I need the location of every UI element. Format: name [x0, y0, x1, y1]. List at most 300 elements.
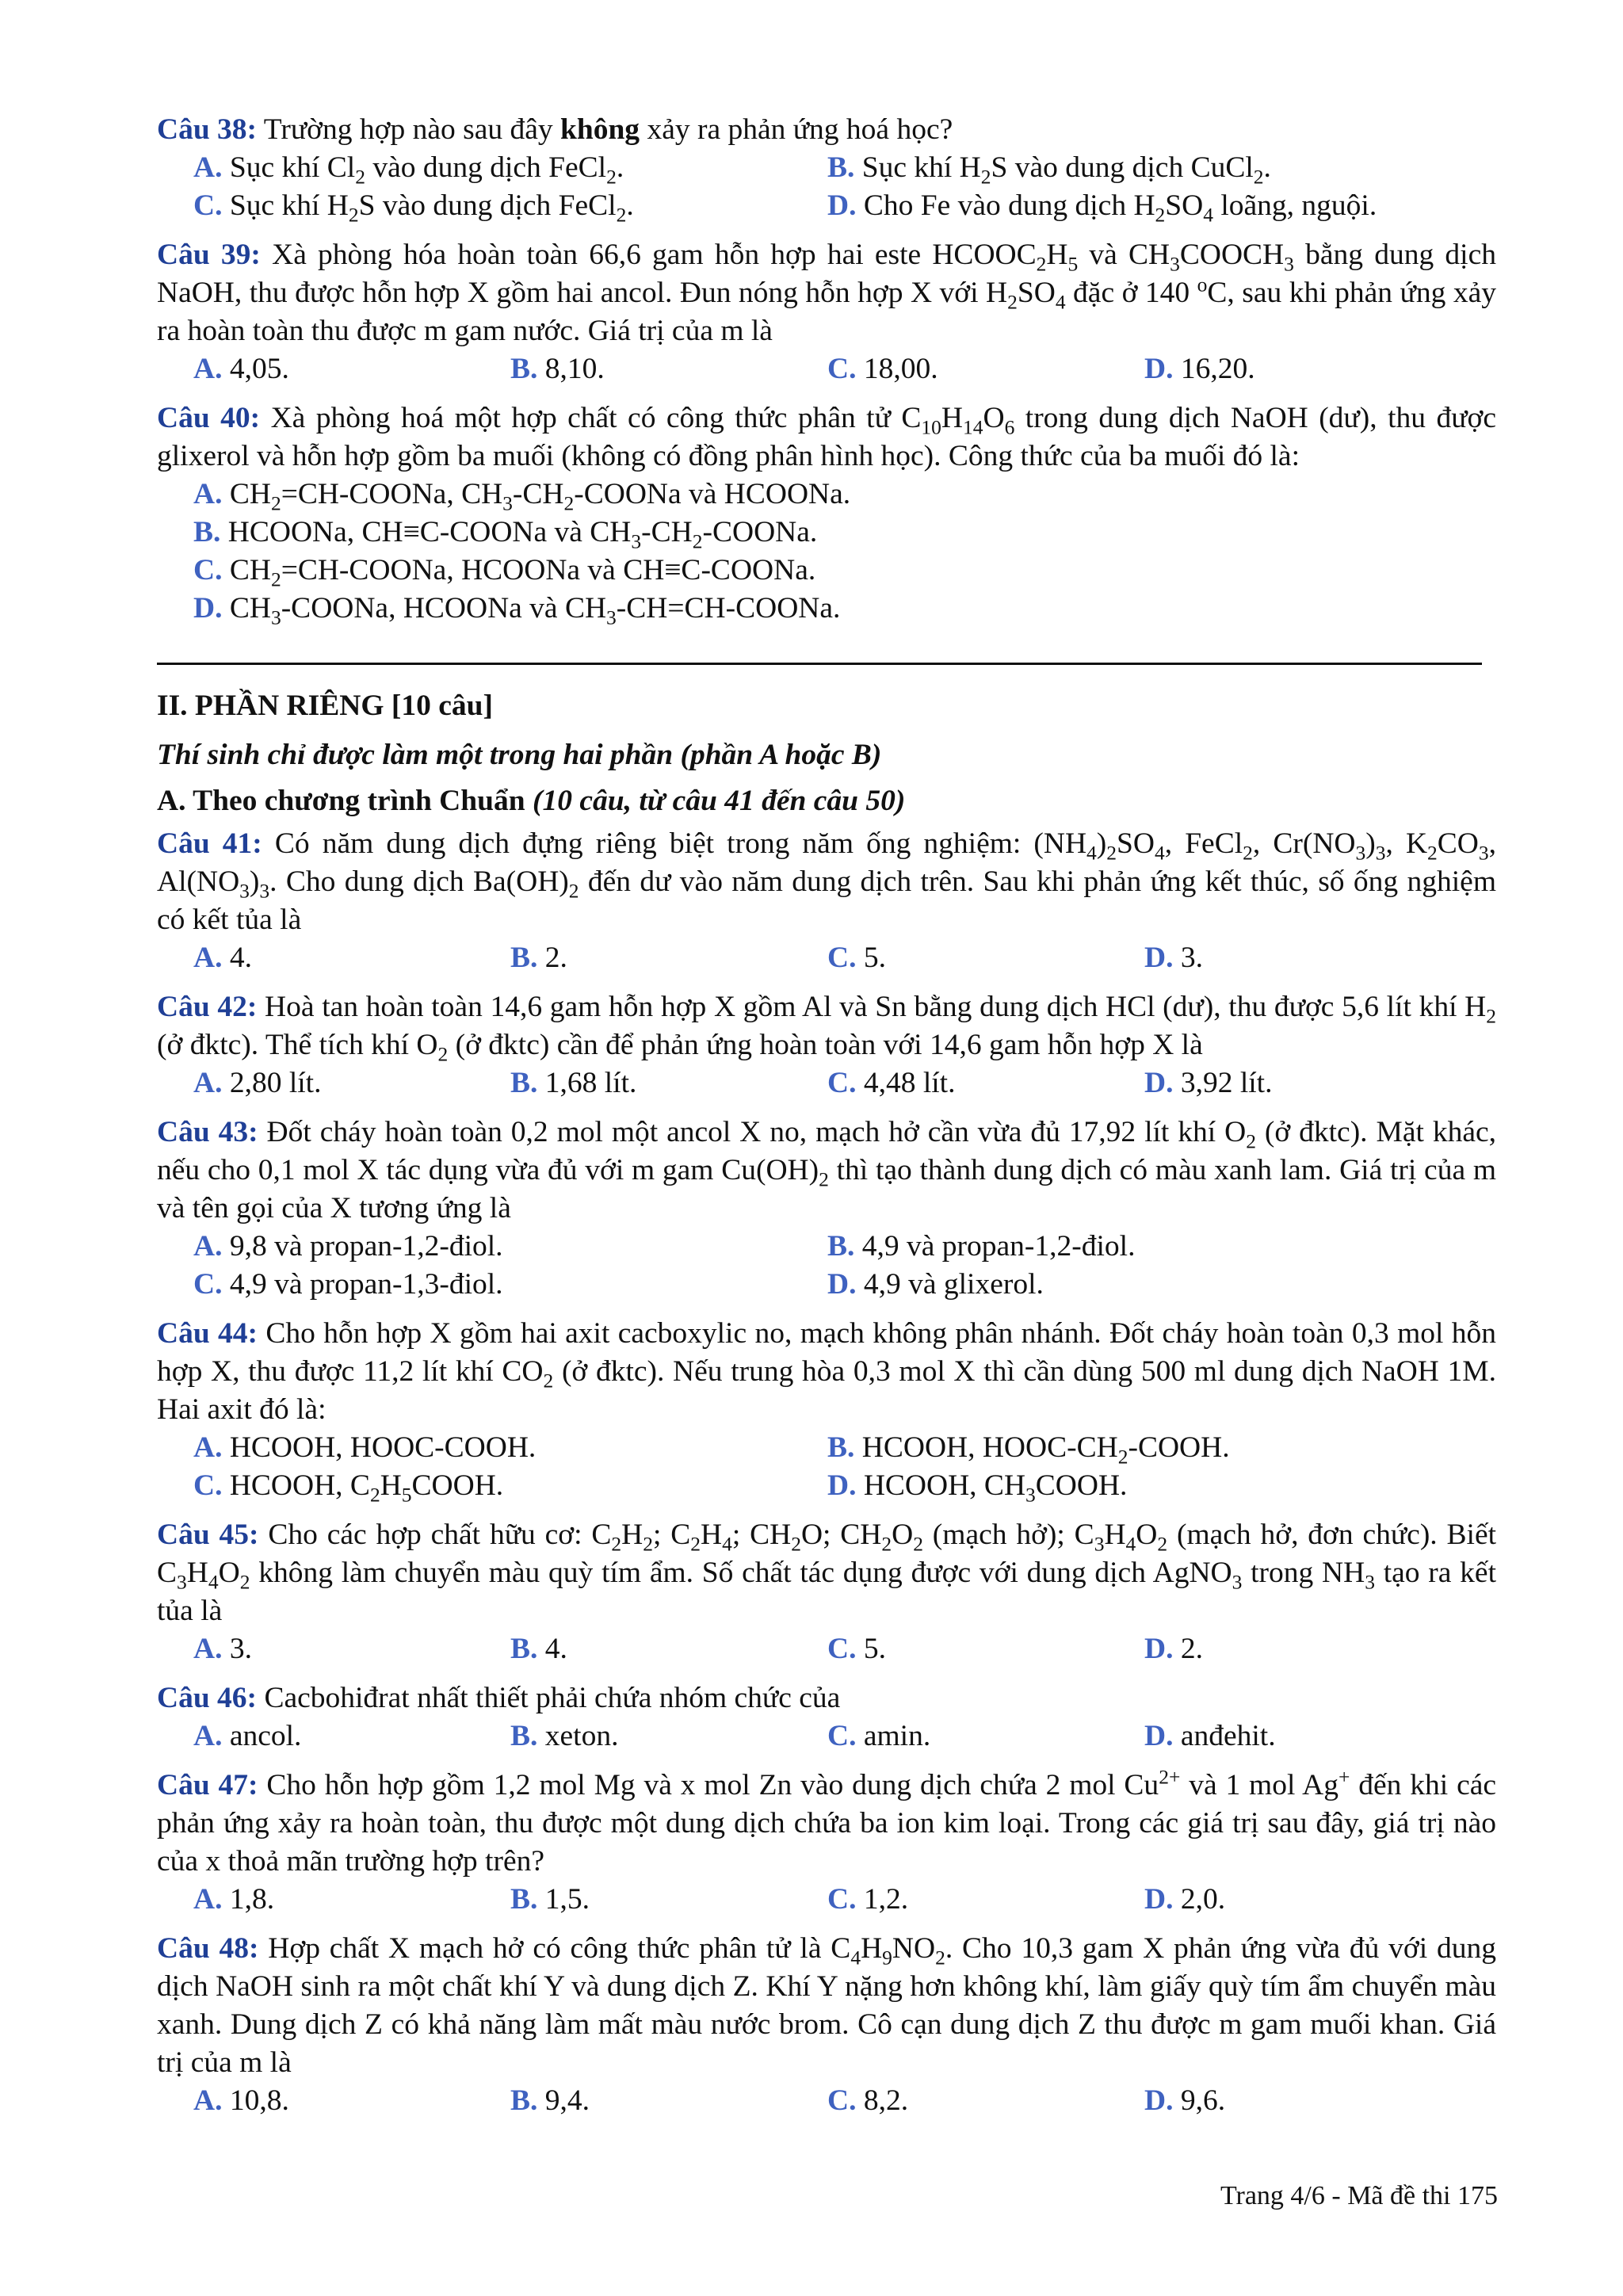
text-run: H	[186, 1557, 208, 1589]
option-label: D.	[1144, 353, 1174, 385]
text-run: loãng, nguội.	[1212, 189, 1377, 222]
answer-option-c[interactable]	[193, 1467, 827, 1505]
question-stem	[157, 236, 1496, 350]
text-run: 2	[606, 165, 617, 189]
text-run: ; CH	[731, 1519, 792, 1551]
text-run: SO	[1117, 827, 1155, 860]
text-run: 2,80 lít.	[229, 1067, 322, 1099]
question-number: Câu 40:	[157, 402, 261, 434]
text-run: anđehit.	[1180, 1720, 1276, 1752]
text-run: Đốt cháy hoàn toàn 0,2 mol một ancol X no, mạch hở cần vừa đủ 17,92 lít khí O	[266, 1116, 1247, 1148]
text-run: )	[1096, 827, 1107, 860]
answer-options	[157, 2082, 1496, 2120]
answer-option-b[interactable]	[510, 1630, 827, 1668]
option-label: A.	[193, 2084, 223, 2117]
option-label: B.	[510, 1067, 538, 1099]
option-label: A.	[193, 353, 223, 385]
text-run: 2,0.	[1180, 1883, 1226, 1916]
text-run: H	[380, 1469, 402, 1502]
text-run: (ở đktc) cần để phản ứng hoàn toàn với 14,6 gam hỗn hợp X là	[448, 1029, 1203, 1061]
text-run: , K	[1385, 827, 1428, 860]
text-run: 2	[692, 529, 703, 553]
question-number: Câu 41:	[157, 827, 262, 860]
answer-option-b[interactable]	[510, 350, 827, 388]
text-run: 4	[1203, 203, 1213, 227]
text-run: 14	[962, 415, 983, 439]
question-stem	[157, 1315, 1496, 1429]
text-run: 3.	[229, 1633, 252, 1665]
question-number: Câu 46:	[157, 1682, 258, 1714]
text-run: 3	[1355, 841, 1366, 865]
text-run: 1,68 lít.	[544, 1067, 637, 1099]
text-run: 3	[1170, 252, 1180, 276]
text-run: NO	[892, 1932, 936, 1965]
answer-option-a[interactable]	[193, 1630, 510, 1668]
answer-option-a[interactable]	[193, 1429, 827, 1467]
text-run: -CH=CH-COONa.	[616, 592, 841, 625]
text-run: 2	[616, 203, 627, 227]
question-block	[157, 988, 1496, 1102]
answer-options	[157, 1717, 1496, 1755]
text-run: 2	[1007, 290, 1018, 314]
option-label: B.	[510, 1883, 538, 1916]
text-run: 2	[1157, 1532, 1168, 1556]
text-run: -COONa.	[702, 516, 818, 548]
text-run: 2	[239, 1570, 250, 1594]
answer-option-a[interactable]	[193, 2082, 510, 2120]
question-number: Câu 48:	[157, 1932, 259, 1965]
question-stem	[157, 1516, 1496, 1630]
text-run: 2	[690, 1532, 701, 1556]
question-stem	[157, 1679, 1496, 1717]
text-run: 2.	[1180, 1633, 1203, 1665]
option-label: B.	[827, 1230, 855, 1263]
option-label: B.	[510, 942, 538, 974]
text-run: =CH-COONa, CH	[281, 478, 503, 510]
text-run: .	[626, 189, 634, 222]
question-number: Câu 39:	[157, 239, 261, 271]
question-stem	[157, 1930, 1496, 2082]
text-run: O	[1136, 1519, 1158, 1551]
text-run: COOH.	[1035, 1469, 1128, 1502]
text-run: ancol.	[229, 1720, 302, 1752]
text-run: .	[1263, 151, 1271, 184]
answer-options	[157, 1881, 1496, 1919]
text-run: (mạch hở, đơn chức). Biết C	[157, 1519, 1497, 1589]
question-number: Câu 44:	[157, 1317, 258, 1350]
text-run: 3	[1025, 1483, 1036, 1507]
text-run: -COONa và HCOONa.	[574, 478, 851, 510]
answer-option-b[interactable]	[510, 2082, 827, 2120]
text-run: 3	[1375, 841, 1386, 865]
text-run: S vào dung dịch CuCl	[991, 151, 1254, 184]
text-run: 4,48 lít.	[863, 1067, 956, 1099]
text-run: 1,8.	[229, 1883, 275, 1916]
text-run: H	[1104, 1519, 1126, 1551]
answer-option-d[interactable]	[193, 590, 1496, 628]
option-label: C.	[827, 1633, 857, 1665]
text-run: 3,92 lít.	[1180, 1067, 1273, 1099]
text-run: Cho hỗn hợp gồm 1,2 mol Mg và x mol Zn vào dung dịch chứa 2 mol Cu	[266, 1769, 1159, 1801]
text-run: HCOOH, CH	[863, 1469, 1026, 1502]
option-label: B.	[510, 2084, 538, 2117]
text-run: 2	[643, 1532, 653, 1556]
text-run: HCOONa, CH≡C-COONa và CH	[227, 516, 632, 548]
text-run: 2	[1243, 841, 1253, 865]
text-run: không làm chuyển màu quỳ tím ẩm. Số chất tác dụng được với dung dịch AgNO	[250, 1557, 1232, 1589]
text-run: 10,8.	[229, 2084, 289, 2117]
question-stem	[157, 1114, 1496, 1228]
text-run: H	[621, 1519, 643, 1551]
option-label: A.	[193, 1883, 223, 1916]
text-run: Cacbohiđrat nhất thiết phải chứa nhóm chức của	[264, 1682, 841, 1714]
text-run: xeton.	[544, 1720, 619, 1752]
text-run: 4	[1055, 290, 1066, 314]
answer-option-d[interactable]	[827, 1266, 1461, 1304]
text-run: O; CH	[800, 1519, 882, 1551]
text-run: 2	[1253, 165, 1264, 189]
answer-option-d[interactable]	[1144, 2082, 1461, 2120]
text-run: Có năm dung dịch đựng riêng biệt trong năm ống nghiệm: (NH	[274, 827, 1087, 860]
text-run: 2	[1246, 1129, 1256, 1153]
option-label: D.	[1144, 942, 1174, 974]
option-label: C.	[827, 1067, 857, 1099]
exam-page	[157, 111, 1496, 2120]
text-run: O	[892, 1519, 914, 1551]
question-block	[157, 1930, 1496, 2120]
text-run: 3	[239, 879, 250, 903]
text-run: đến dư vào năm dung dịch trên. Sau khi phản ứng kết thúc, số ống nghiệm có kết tủa là	[157, 865, 1496, 936]
text-run: Cho các hợp chất hữu cơ: C	[268, 1519, 612, 1551]
option-label: D.	[827, 189, 857, 222]
text-run: 2	[980, 165, 991, 189]
text-run: 2	[913, 1532, 923, 1556]
option-label: C.	[193, 1268, 223, 1301]
question-block	[157, 1114, 1496, 1304]
text-run: 18,00.	[863, 353, 938, 385]
option-label: D.	[1144, 2084, 1174, 2117]
text-run: 2+	[1159, 1765, 1181, 1789]
answer-option-d[interactable]	[827, 187, 1461, 225]
text-run: 4.	[544, 1633, 567, 1665]
text-run: 3.	[1180, 942, 1203, 974]
text-run: không	[559, 113, 640, 146]
text-run: 8,10.	[544, 353, 605, 385]
subsection-title-main: A. Theo chương trình Chuẩn	[157, 785, 533, 817]
text-run: 5	[401, 1483, 412, 1507]
text-run: Xà phòng hóa hoàn toàn 66,6 gam hỗn hợp hai este HCOOC	[272, 239, 1037, 271]
text-run: , Al(NO	[157, 827, 1496, 898]
text-run: .	[616, 151, 624, 184]
text-run: 5.	[863, 942, 886, 974]
text-run: 2	[935, 1946, 945, 1969]
answer-options	[157, 350, 1496, 388]
text-run: 2	[437, 1042, 449, 1066]
text-run: 4.	[229, 942, 252, 974]
answer-option-c[interactable]	[827, 1717, 1144, 1755]
option-label: D.	[1144, 1633, 1174, 1665]
answer-options	[157, 1630, 1496, 1668]
text-run: 4	[1154, 841, 1165, 865]
text-run: 4	[1086, 841, 1097, 865]
text-run: 3	[270, 606, 281, 629]
answer-option-b[interactable]	[510, 1717, 827, 1755]
questions-bottom	[157, 825, 1496, 2120]
text-run: 2	[611, 1532, 622, 1556]
answer-option-b[interactable]	[510, 1064, 827, 1102]
answer-option-a[interactable]	[193, 939, 510, 977]
text-run: H	[941, 402, 963, 434]
answer-option-b[interactable]	[827, 149, 1461, 187]
text-run: 2	[270, 567, 281, 591]
text-run: 4	[208, 1570, 219, 1594]
text-run: 1,5.	[544, 1883, 590, 1916]
section-title: II. PHẦN RIÊNG [10 câu]	[157, 690, 493, 722]
option-label: D.	[1144, 1067, 1174, 1099]
answer-option-c[interactable]	[193, 187, 827, 225]
question-stem	[157, 825, 1496, 939]
text-run: 2	[1117, 1445, 1128, 1469]
text-run: 4,05.	[229, 353, 289, 385]
text-run: CH	[229, 554, 271, 586]
answer-option-a[interactable]	[193, 1228, 827, 1266]
text-run: 3	[1478, 841, 1489, 865]
text-run: trong dung dịch NaOH (dư), thu được glixerol và hỗn hợp gồm ba muối (không có đồng phân hình học). Công thức của ba muối đó là:	[157, 402, 1496, 472]
text-run: C, sau khi phản ứng xảy ra hoàn toàn thu được m gam nước. Giá trị của m là	[157, 277, 1496, 347]
text-run: CH	[229, 478, 271, 510]
answer-option-d[interactable]	[1144, 1630, 1461, 1668]
answer-option-c[interactable]	[827, 1881, 1144, 1919]
text-run: H	[700, 1519, 723, 1551]
question-stem	[157, 111, 1496, 149]
answer-option-c[interactable]	[193, 552, 1496, 590]
text-run: 4	[722, 1532, 732, 1556]
text-run: 6	[1004, 415, 1015, 439]
text-run: 16,20.	[1180, 353, 1255, 385]
answer-option-c[interactable]	[827, 939, 1144, 977]
text-run: Sục khí Cl	[229, 151, 356, 184]
section-divider	[157, 663, 1482, 665]
text-run: 3	[502, 491, 513, 515]
text-run: xảy ra phản ứng hoá học?	[640, 113, 953, 146]
option-label: B.	[510, 353, 538, 385]
answer-option-b[interactable]	[827, 1228, 1461, 1266]
question-block	[157, 825, 1496, 977]
text-run: 2	[791, 1532, 801, 1556]
question-block	[157, 399, 1496, 628]
answer-option-a[interactable]	[193, 476, 1496, 514]
text-run: =CH-COONa, HCOONa và CH≡C-COONa.	[281, 554, 816, 586]
text-run: (mạch hở); C	[922, 1519, 1094, 1551]
text-run: -CH	[641, 516, 693, 548]
text-run: thì tạo thành dung dịch có màu xanh lam. Giá trị của m và tên gọi của X tương ứng là	[157, 1154, 1497, 1224]
text-run: 2	[1427, 841, 1438, 865]
text-run: 2	[355, 165, 365, 189]
answer-option-b[interactable]	[827, 1429, 1461, 1467]
text-run: HCOOH, HOOC-COOH.	[229, 1431, 537, 1464]
option-label: C.	[827, 353, 857, 385]
question-number: Câu 43:	[157, 1116, 258, 1148]
option-label: C.	[193, 554, 223, 586]
text-run: O	[218, 1557, 240, 1589]
text-run: 3	[1094, 1532, 1105, 1556]
text-run: 2	[1106, 841, 1117, 865]
text-run: SO	[1017, 277, 1056, 309]
question-number: Câu 47:	[157, 1769, 258, 1801]
text-run: 2.	[544, 942, 567, 974]
question-block	[157, 1767, 1496, 1919]
text-run: amin.	[863, 1720, 931, 1752]
question-stem	[157, 988, 1496, 1064]
text-run: O	[983, 402, 1005, 434]
answer-options	[157, 1429, 1496, 1505]
answer-option-c[interactable]	[193, 1266, 827, 1304]
question-block	[157, 1315, 1496, 1505]
option-label: A.	[193, 1431, 223, 1464]
question-stem	[157, 1767, 1496, 1881]
answer-option-c[interactable]	[827, 350, 1144, 388]
text-run: đặc ở 140	[1065, 277, 1197, 309]
question-block	[157, 1516, 1496, 1668]
answer-option-a[interactable]	[193, 1064, 510, 1102]
text-run: 2	[1155, 203, 1166, 227]
text-run: o	[1197, 273, 1208, 296]
text-run: )	[249, 865, 260, 898]
option-label: A.	[193, 1720, 223, 1752]
text-run: SO	[1165, 189, 1204, 222]
text-run: HCOOH, C	[229, 1469, 370, 1502]
text-run: 8,2.	[863, 2084, 909, 2117]
text-run: 2	[270, 491, 281, 515]
text-run: Cho hỗn hợp X gồm hai axit cacboxylic no, mạch không phân nhánh. Đốt cháy hoàn toàn 0,3 mol hỗn hợp X, thu được 11,2 lít khí CO	[157, 1317, 1496, 1388]
option-label: D.	[827, 1268, 857, 1301]
text-run: trong NH	[1242, 1557, 1365, 1589]
text-run: +	[1338, 1765, 1350, 1789]
answer-option-b[interactable]	[193, 514, 1496, 552]
text-run: Hợp chất X mạch hở có công thức phân tử là C	[268, 1932, 851, 1965]
text-run: Trường hợp nào sau đây	[263, 113, 560, 146]
answer-option-a[interactable]	[193, 149, 827, 187]
text-run: 4	[850, 1946, 861, 1969]
text-run: 2	[568, 879, 579, 903]
text-run: H	[861, 1932, 883, 1965]
answer-option-b[interactable]	[510, 1881, 827, 1919]
answer-option-d[interactable]	[1144, 350, 1461, 388]
text-run: 2	[1036, 252, 1047, 276]
option-label: A.	[193, 942, 223, 974]
text-run: và CH	[1078, 239, 1170, 271]
text-run: -COOH.	[1128, 1431, 1230, 1464]
text-run: 2	[563, 491, 575, 515]
text-run: 2	[369, 1483, 380, 1507]
text-run: 2	[819, 1167, 829, 1191]
text-run: , Cr(NO	[1252, 827, 1356, 860]
option-label: A.	[193, 478, 223, 510]
text-run: CO	[1437, 827, 1479, 860]
text-run: vào dung dịch FeCl	[365, 151, 607, 184]
text-run: 3	[1365, 1570, 1375, 1594]
text-run: 2	[1486, 1004, 1496, 1028]
answer-option-a[interactable]	[193, 1717, 510, 1755]
text-run: 4,9 và propan-1,2-điol.	[861, 1230, 1136, 1263]
option-label: A.	[193, 1067, 223, 1099]
text-run: 10	[921, 415, 941, 439]
answer-option-d[interactable]	[1144, 1881, 1461, 1919]
subsection-title-range: (10 câu, từ câu 41 đến câu 50)	[532, 785, 906, 817]
text-run: đến khi các phản ứng xảy ra hoàn toàn, thu được một dung dịch chứa ba ion kim loại. Trong các giá trị sau đây, giá trị nào của x thoả mãn trường hợp trên?	[157, 1769, 1497, 1878]
text-run: -CH	[512, 478, 564, 510]
text-run: , FeCl	[1164, 827, 1243, 860]
text-run: Cho Fe vào dung dịch H	[863, 189, 1155, 222]
page-footer: Trang 4/6 - Mã đề thi 175	[1220, 2181, 1498, 2210]
answer-options	[157, 1228, 1496, 1304]
answer-option-a[interactable]	[193, 350, 510, 388]
text-run: (ở đktc). Nếu trung hòa 0,3 mol X thì cần dùng 500 ml dung dịch NaOH 1M. Hai axit đó là:	[157, 1355, 1496, 1426]
question-block	[157, 1679, 1496, 1755]
text-run: (ở đktc). Mặt khác, nếu cho 0,1 mol X tác dụng vừa đủ với m gam Cu(OH)	[157, 1116, 1496, 1186]
text-run: 5.	[863, 1633, 886, 1665]
text-run: 4	[1125, 1532, 1136, 1556]
option-label: D.	[827, 1469, 857, 1502]
text-run: Hoà tan hoàn toàn 14,6 gam hỗn hợp X gồm Al và Sn bằng dung dịch HCl (dư), thu được 5,6 lít khí H	[265, 991, 1487, 1023]
answer-option-b[interactable]	[510, 939, 827, 977]
text-run: 2	[881, 1532, 892, 1556]
text-run: tạo ra kết tủa là	[157, 1557, 1496, 1627]
text-run: -COONa, HCOONa và CH	[281, 592, 607, 625]
text-run: HCOOH, HOOC-CH	[861, 1431, 1118, 1464]
text-run: CH	[229, 592, 271, 625]
text-run: 9,6.	[1180, 2084, 1226, 2117]
text-run: Sục khí H	[229, 189, 349, 222]
option-label: A.	[193, 151, 223, 184]
option-label: C.	[827, 2084, 857, 2117]
answer-options	[157, 476, 1496, 628]
answer-option-c[interactable]	[827, 1064, 1144, 1102]
option-label: B.	[193, 516, 221, 548]
answer-option-c[interactable]	[827, 1630, 1144, 1668]
text-run: . Cho dung dịch Ba(OH)	[269, 865, 569, 898]
answer-option-d[interactable]	[827, 1467, 1461, 1505]
answer-option-a[interactable]	[193, 1881, 510, 1919]
text-run: )	[1365, 827, 1376, 860]
text-run: 3	[631, 529, 642, 553]
text-run: 4,9 và glixerol.	[863, 1268, 1044, 1301]
text-run: 3	[177, 1570, 187, 1594]
text-run: 4,9 và propan-1,3-điol.	[229, 1268, 503, 1301]
question-number: Câu 45:	[157, 1519, 259, 1551]
subsection-title	[157, 782, 1496, 820]
text-run: COOH.	[411, 1469, 504, 1502]
text-run: và 1 mol Ag	[1180, 1769, 1339, 1801]
text-run: 2	[543, 1369, 554, 1392]
option-label: D.	[1144, 1883, 1174, 1916]
answer-options	[157, 1064, 1496, 1102]
text-run: COOCH	[1179, 239, 1285, 271]
question-block	[157, 111, 1496, 225]
text-run: 3	[606, 606, 617, 629]
text-run: . Cho 10,3 gam X phản ứng vừa đủ với dung dịch NaOH sinh ra một chất khí Y và dung dịch Z. Khí Y nặng hơn không khí, làm giấy quỳ tím ẩm chuyển màu xanh. Dung dịch Z có khả năng làm mất màu nước brom. Cô cạn dung dịch Z thu được m gam muối khan. Giá trị của m là	[157, 1932, 1496, 2079]
questions-top	[157, 111, 1496, 628]
answer-option-d[interactable]	[1144, 939, 1461, 977]
text-run: 9,8 và propan-1,2-điol.	[229, 1230, 503, 1263]
text-run: 3	[1284, 252, 1294, 276]
answer-option-d[interactable]	[1144, 1717, 1461, 1755]
answer-option-d[interactable]	[1144, 1064, 1461, 1102]
option-label: B.	[510, 1720, 538, 1752]
option-label: C.	[193, 1469, 223, 1502]
answer-option-c[interactable]	[827, 2082, 1144, 2120]
text-run: 9	[882, 1946, 892, 1969]
